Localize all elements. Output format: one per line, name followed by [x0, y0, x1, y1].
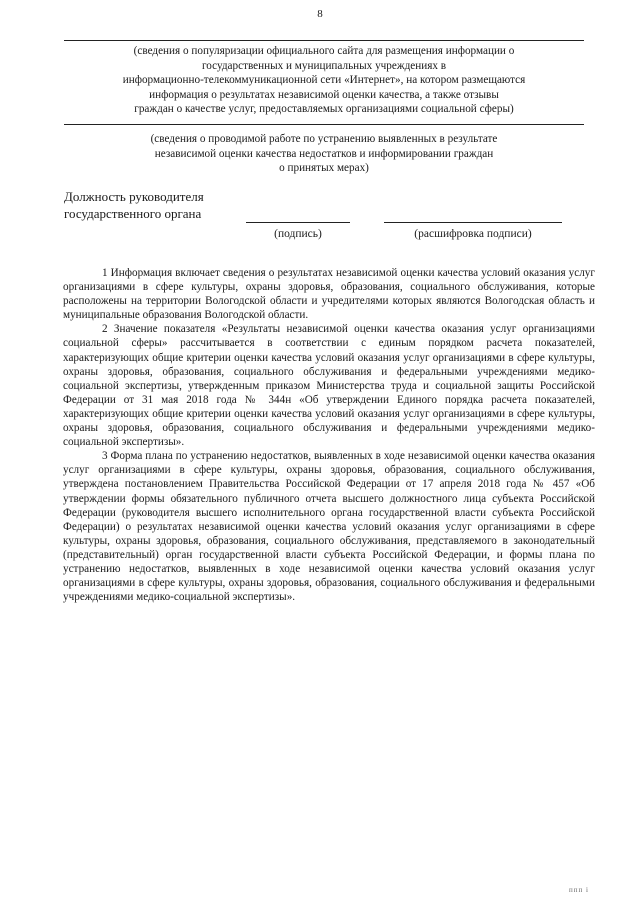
footer-code: ппп і	[569, 886, 589, 894]
rule-top	[64, 40, 584, 41]
caption-line: (сведения о проводимой работе по устранению выявленных в результате	[150, 133, 498, 145]
rule-middle	[64, 124, 584, 125]
position-title-line: государственного органа	[64, 206, 202, 221]
decryption-label: (расшифровка подписи)	[414, 228, 532, 240]
caption-line: информационно-телекоммуникационной сети «Интернет», на котором размещаются	[122, 74, 526, 87]
caption-line: независимой оценки качества недостатков и информировании граждан	[154, 147, 494, 160]
caption-line: (сведения о популяризации официального сайта для размещения информации о	[133, 45, 515, 57]
position-title	[64, 188, 204, 222]
caption-line: государственных и муниципальных учреждениях в	[201, 59, 447, 72]
position-title-line: Должность руководителя	[64, 189, 204, 204]
decryption-line	[384, 222, 562, 223]
signature-label: (подпись)	[274, 228, 322, 240]
caption-line: граждан о качестве услуг, предоставляемых организациями социальной сферы)	[134, 103, 514, 116]
notes-block	[63, 266, 595, 604]
page-number: 8	[317, 8, 323, 20]
note-1: 1 Информация включает сведения о результатах независимой оценки качества условий оказания услуг организациями в сфере культуры, охраны здоровья, образования, социального обслуживания, которые расположены на территории Вологодской области и учредителями которых являются Вологодская область и муниципальные образования Вологодской области.	[63, 267, 595, 322]
note-3: 3 Форма плана по устранению недостатков, выявленных в ходе независимой оценки качества оказания услуг организациями в сфере культуры, охраны здоровья, образования, социального обслуживания, утверждена постановлением Правительства Российской Федерации от 17 апреля 2018 года № 457 «Об утверждении формы обязательного публичного отчета высшего должностного лица субъекта Российской Федерации (руководителя высшего исполнительного органа государственной власти субъекта Российской Федерации) о результатах независимой оценки качества условий оказания услуг организациями в сфере культуры, охраны здоровья, образования, социального обслуживания, представляемого в законодательный (представительный) орган государственной власти субъекта Российской Федерации, и формы плана по устранению недостатков, выявленных в ходе независимой оценки качества условий оказания услуг организациями в сфере культуры, охраны здоровья, образования, социального обслуживания и федеральными учреждениями медико-социальной экспертизы».	[63, 450, 595, 604]
caption-remediation-info	[64, 132, 584, 176]
signature-line	[246, 222, 350, 223]
caption-line: о принятых мерах)	[279, 162, 369, 175]
caption-line: информация о результатах независимой оценки качества, а также отзывы	[149, 88, 499, 101]
caption-site-info	[64, 44, 584, 117]
note-2: 2 Значение показателя «Результаты независимой оценки качества оказания услуг организациями социальной сферы» рассчитывается в соответствии с единым порядком расчета показателей, характеризующих общие критерии оценки качества условий оказания услуг организациями в сфере культуры, охраны здоровья, образования, социального обслуживания и федеральными учреждениями медико-социальной экспертизы, утвержденным приказом Министерства труда и социальной защиты Российской Федерации от 31 мая 2018 года № 344н «Об утверждении Единого порядка расчета показателей, характеризующих общие критерии оценки качества условий оказания услуг организациями в сфере культуры, охраны здоровья, образования, социального обслуживания и федеральными учреждениями медико-социальной экспертизы».	[63, 323, 595, 449]
